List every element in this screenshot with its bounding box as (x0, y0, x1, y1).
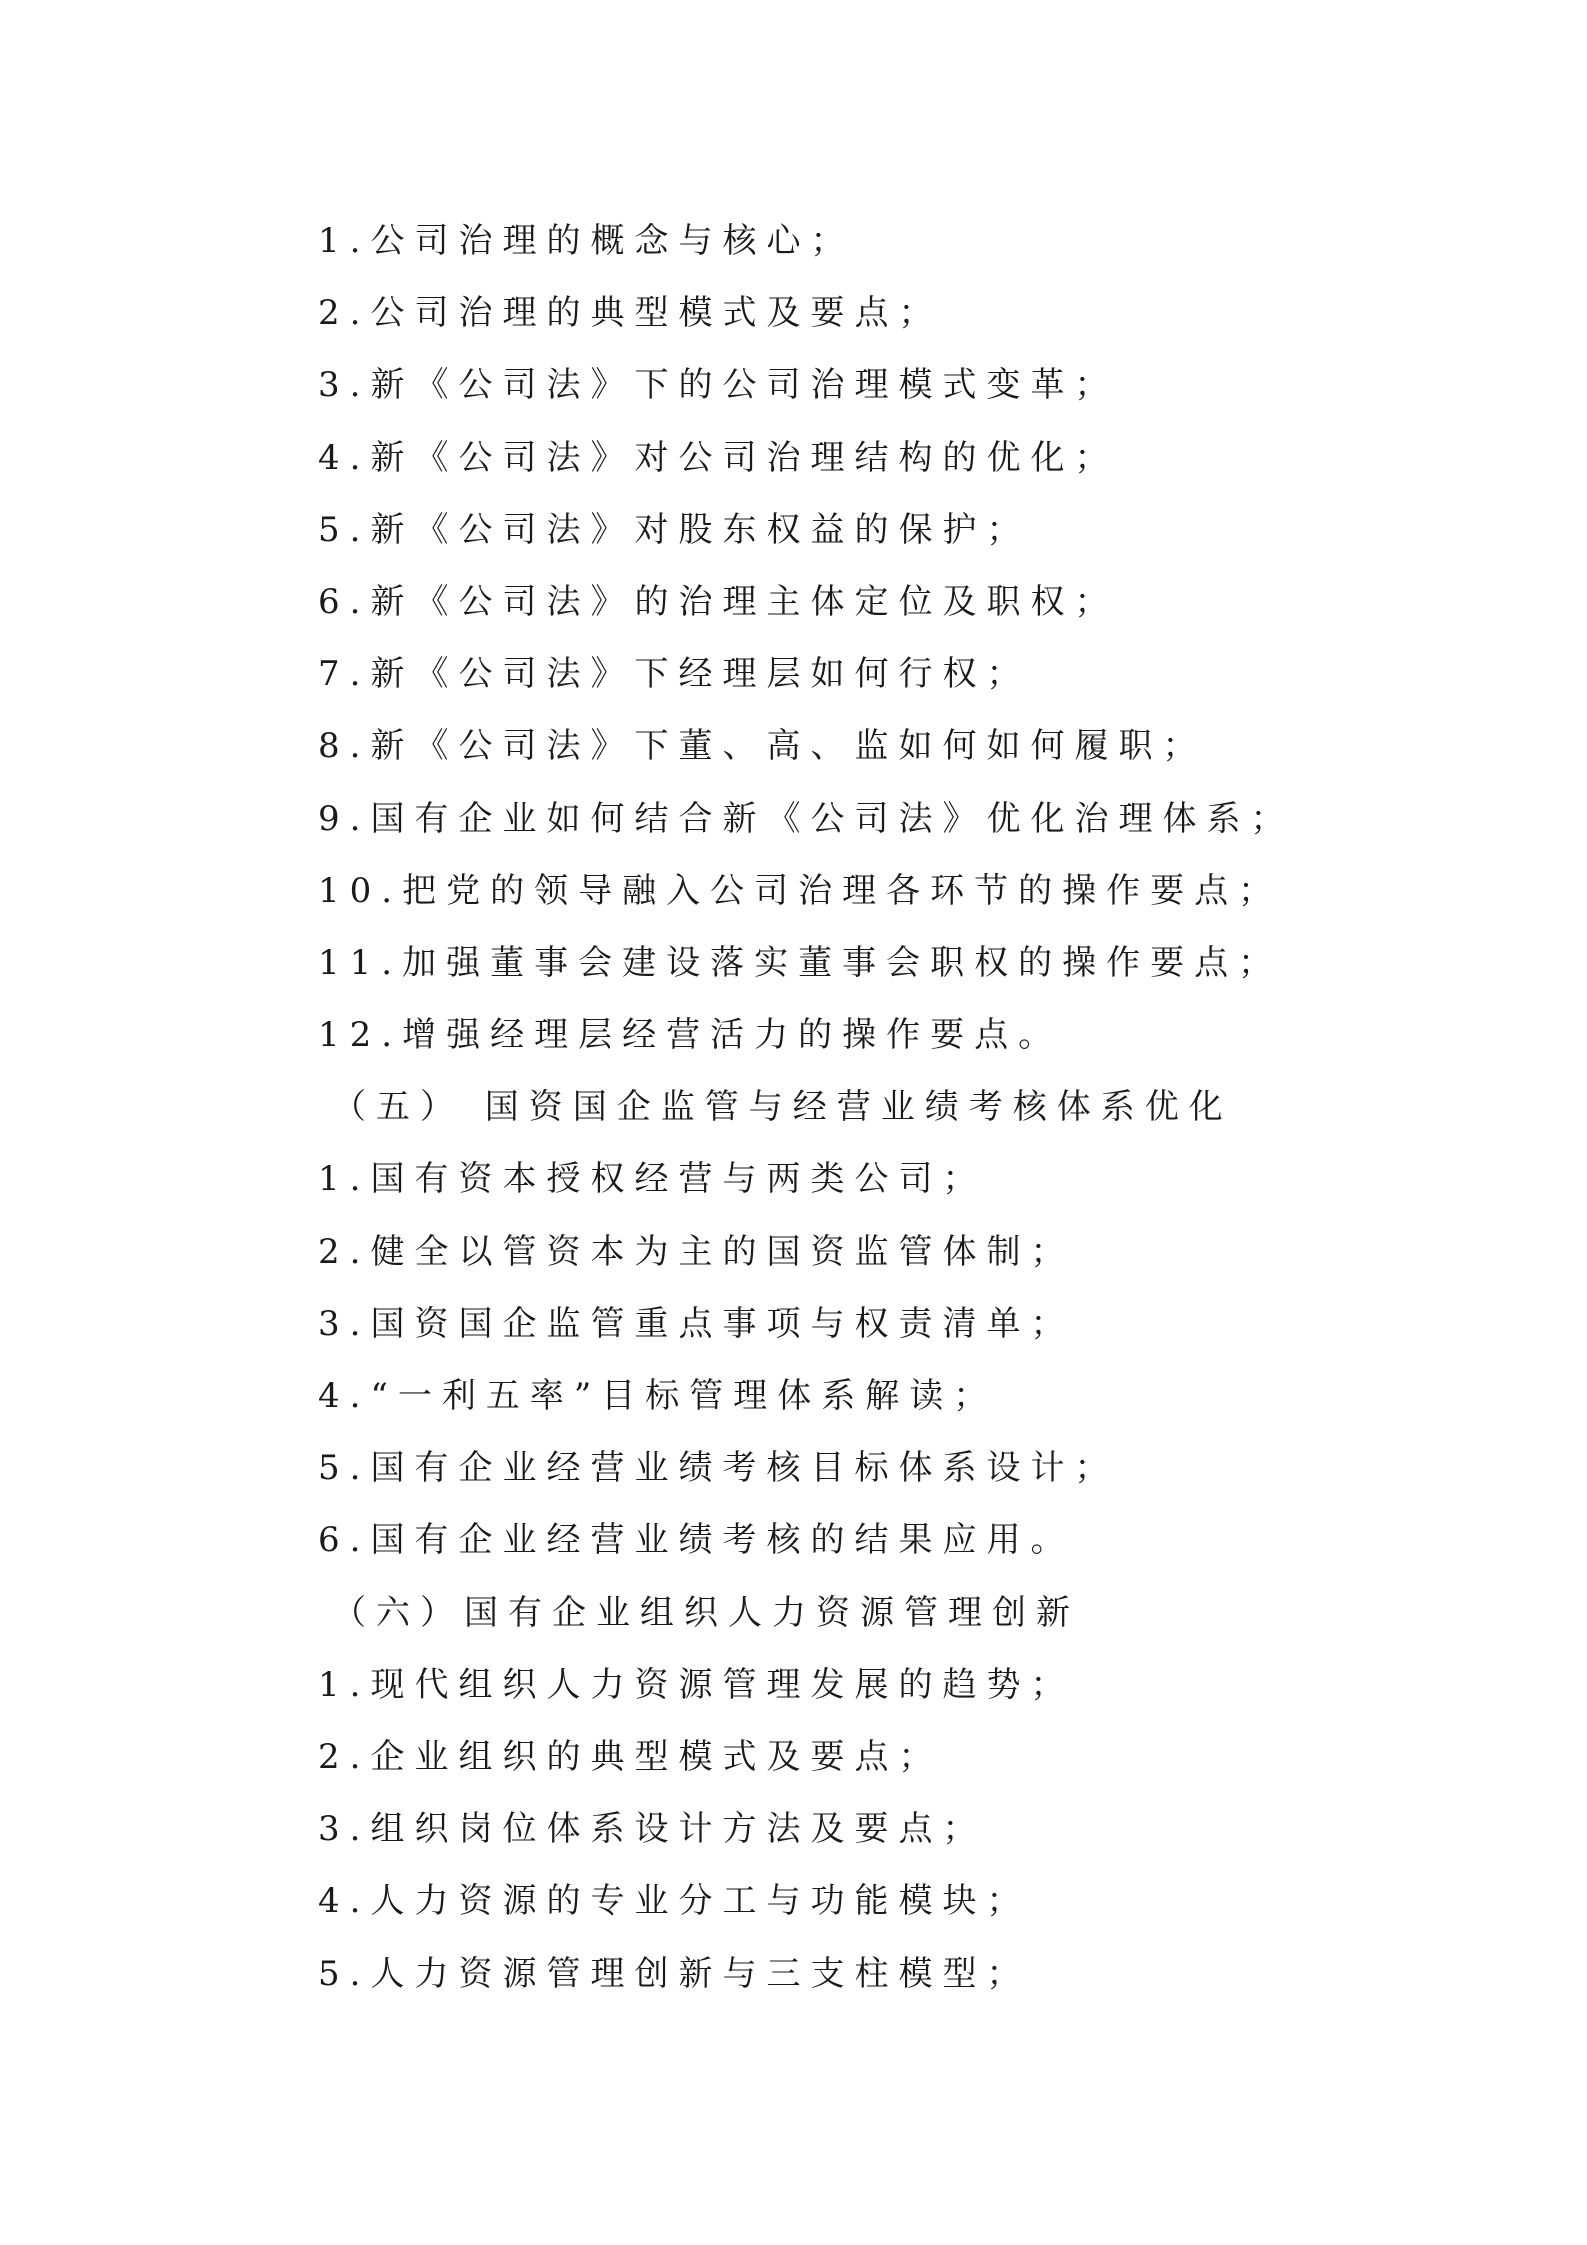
list-item: 3.国资国企监管重点事项与权责清单； (318, 1303, 1075, 1344)
list-item: 2.企业组织的典型模式及要点； (318, 1736, 943, 1777)
list-item: 5.国有企业经营业绩考核目标体系设计； (318, 1448, 1119, 1489)
list-item: 4.新《公司法》对公司治理结构的优化； (318, 437, 1119, 478)
list-item: 7.新《公司法》下经理层如何行权； (318, 654, 1031, 695)
list-item: 3.新《公司法》下的公司治理模式变革； (318, 365, 1119, 406)
list-item: 1.公司治理的概念与核心； (318, 221, 855, 261)
list-item: 3.组织岗位体系设计方法及要点； (318, 1809, 987, 1850)
list-item: 11.加强董事会建设落实董事会职权的操作要点； (318, 942, 1283, 983)
list-item: 2.公司治理的典型模式及要点； (318, 293, 943, 334)
list-item: 10.把党的领导融入公司治理各环节的操作要点； (318, 870, 1283, 911)
section-heading: （六）国有企业组织人力资源管理创新 (332, 1592, 1080, 1633)
list-item: 2.健全以管资本为主的国资监管体制； (318, 1231, 1075, 1272)
list-item: 6.新《公司法》的治理主体定位及职权； (318, 581, 1119, 622)
list-item: 5.新《公司法》对股东权益的保护； (318, 509, 1031, 550)
list-item: 4.人力资源的专业分工与功能模块； (318, 1881, 1031, 1922)
list-item: 12.增强经理层经营活力的操作要点。 (318, 1015, 1063, 1056)
list-item: 4.“一利五率”目标管理体系解读； (318, 1376, 998, 1416)
list-item: 5.人力资源管理创新与三支柱模型； (318, 1953, 1031, 1994)
section-heading: （五） 国资国企监管与经营业绩考核体系优化 (332, 1087, 1233, 1128)
list-item: 8.新《公司法》下董、高、监如何如何履职； (318, 726, 1207, 767)
document-body (318, 205, 1318, 2010)
list-item: 6.国有企业经营业绩考核的结果应用。 (318, 1520, 1075, 1561)
list-item: 1.现代组织人力资源管理发展的趋势； (318, 1664, 1075, 1705)
list-item: 9.国有企业如何结合新《公司法》优化治理体系； (318, 798, 1295, 839)
list-item: 1.国有资本授权经营与两类公司； (318, 1159, 987, 1200)
